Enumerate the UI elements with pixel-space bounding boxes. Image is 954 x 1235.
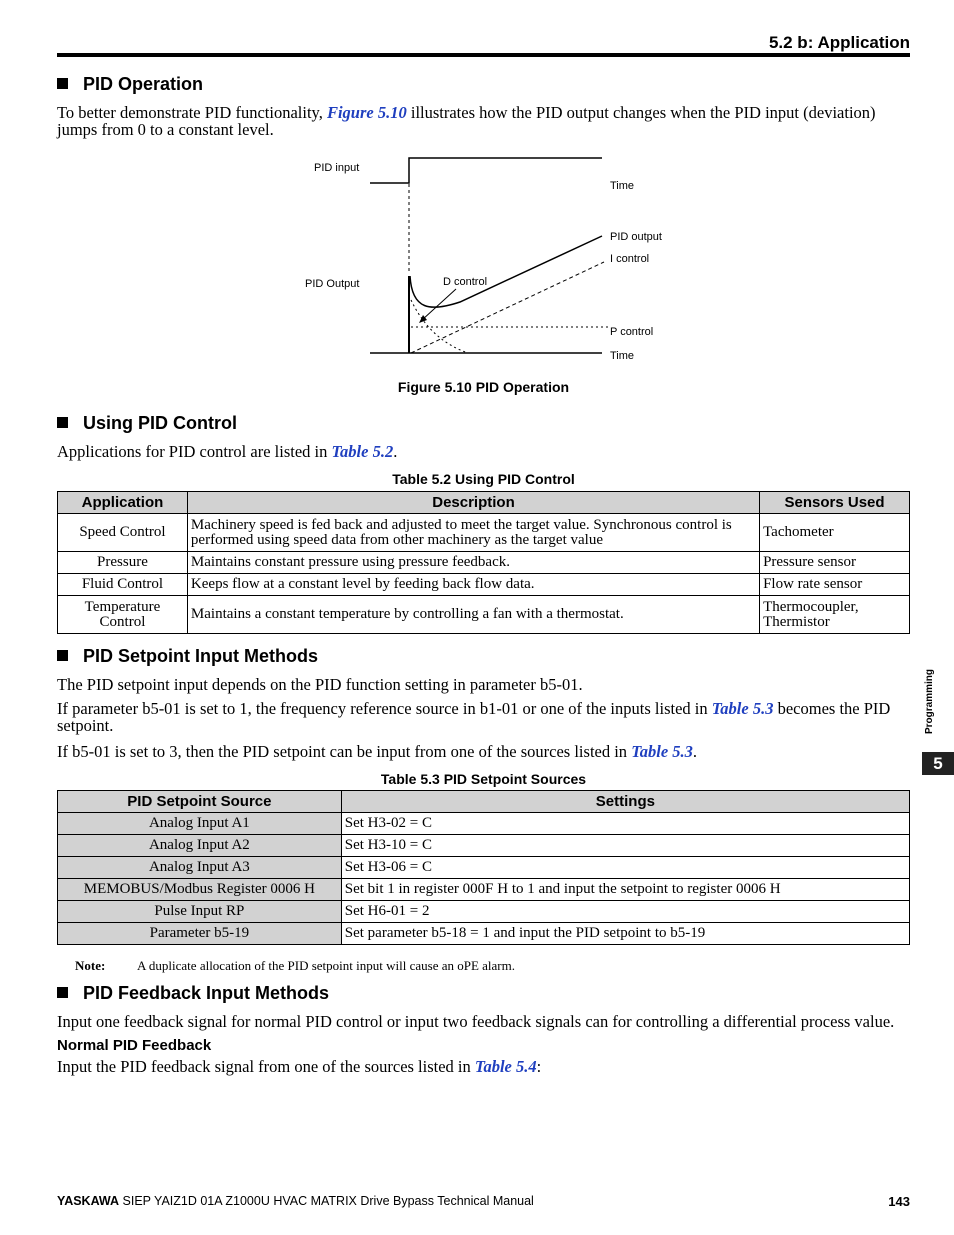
setpoint-note xyxy=(75,958,515,974)
intro-text: To better demonstrate PID functionality, xyxy=(57,103,327,122)
feedback-p1: Input one feedback signal for normal PID control or input two feedback signals can for controlling a differential process value. xyxy=(57,1012,895,1031)
description-cell: Maintains a constant temperature by controlling a fan with a thermostat. xyxy=(187,596,759,634)
source-cell: Pulse Input RP xyxy=(58,901,342,923)
table-5-3-link[interactable]: Table 5.3 xyxy=(711,699,774,718)
feedback-p2 xyxy=(57,1058,910,1075)
setpoint-sources-table xyxy=(57,790,910,945)
figure-link[interactable]: Figure 5.10 xyxy=(326,103,407,122)
table-header-row xyxy=(58,791,910,813)
page-number: 143 xyxy=(888,1194,910,1209)
pid-input-step-line xyxy=(370,158,602,183)
bullet-square-icon xyxy=(57,417,68,428)
table-5-2-caption: Table 5.2 Using PID Control xyxy=(392,471,575,487)
d-control-curve xyxy=(411,300,468,353)
column-header: Sensors Used xyxy=(760,492,910,514)
figure-caption: Figure 5.10 PID Operation xyxy=(397,379,570,395)
section-header: 5.2 b: Application xyxy=(768,33,910,52)
application-cell: Fluid Control xyxy=(58,574,188,596)
intro-text-after: illustrates how the PID output changes when the PID input (deviation) jumps from 0 to a constant level. xyxy=(57,103,876,139)
application-cell: Temperature Control xyxy=(58,596,188,634)
sensors-cell: Tachometer xyxy=(760,514,910,552)
table-row xyxy=(58,596,910,634)
i-control-label: I control xyxy=(610,253,650,265)
setting-cell: Set H3-02 = C xyxy=(341,813,909,835)
application-cell: Pressure xyxy=(58,552,188,574)
setting-cell: Set parameter b5-18 = 1 and input the PID setpoint to b5-19 xyxy=(341,923,909,945)
pid-output-curve xyxy=(410,236,602,307)
setpoint-p2 xyxy=(57,700,910,734)
intro-text: Applications for PID control are listed in xyxy=(57,442,332,461)
table-row xyxy=(58,574,910,596)
header-rule xyxy=(57,53,910,57)
sensors-cell: Flow rate sensor xyxy=(760,574,910,596)
table-row xyxy=(58,901,910,923)
application-cell: Speed Control xyxy=(58,514,188,552)
pid-input-label: PID input xyxy=(314,162,360,174)
source-cell: Analog Input A1 xyxy=(58,813,342,835)
footer-manual: SIEP YAIZ1D 01A Z1000U HVAC MATRIX Drive Bypass Technical Manual xyxy=(119,1194,534,1208)
column-header: Description xyxy=(187,492,759,514)
description-cell: Maintains constant pressure using pressure feedback. xyxy=(187,552,759,574)
heading-text: PID Operation xyxy=(83,74,204,94)
column-header: Application xyxy=(58,492,188,514)
description-cell: Machinery speed is fed back and adjusted to meet the target value. Synchronous control is performed using speed data from other machinery as the target value xyxy=(187,514,759,552)
table-row xyxy=(58,923,910,945)
p2-text: If parameter b5-01 is set to 1, the frequency reference source in b1-01 or one of the inputs listed in xyxy=(57,699,712,718)
source-cell: MEMOBUS/Modbus Register 0006 H xyxy=(58,879,342,901)
pid-operation-figure xyxy=(290,150,690,370)
table-row xyxy=(58,514,910,552)
using-pid-heading xyxy=(57,413,237,434)
pid-operation-intro xyxy=(57,104,910,138)
bullet-square-icon xyxy=(57,987,68,998)
chapter-tab-number[interactable]: 5 xyxy=(922,752,954,775)
setting-cell: Set bit 1 in register 000F H to 1 and input the setpoint to register 0006 H xyxy=(341,879,909,901)
table-row xyxy=(58,879,910,901)
source-cell: Analog Input A2 xyxy=(58,835,342,857)
table-5-4-link[interactable]: Table 5.4 xyxy=(474,1057,537,1076)
setting-cell: Set H6-01 = 2 xyxy=(341,901,909,923)
pid-output-curve-label: PID output xyxy=(610,231,662,243)
table-5-3-link[interactable]: Table 5.3 xyxy=(631,742,693,761)
source-cell: Analog Input A3 xyxy=(58,857,342,879)
footer-manual-title xyxy=(57,1194,534,1208)
p2-text-after: : xyxy=(536,1057,542,1076)
setpoint-heading xyxy=(57,646,318,667)
table-5-2-link[interactable]: Table 5.2 xyxy=(331,442,394,461)
column-header: PID Setpoint Source xyxy=(58,791,342,813)
column-header: Settings xyxy=(341,791,909,813)
setting-cell: Set H3-06 = C xyxy=(341,857,909,879)
feedback-heading xyxy=(57,983,329,1004)
table-header-row xyxy=(58,492,910,514)
note-text: A duplicate allocation of the PID setpoint input will cause an oPE alarm. xyxy=(137,958,515,973)
p3-text-after: . xyxy=(692,742,698,761)
heading-text: PID Feedback Input Methods xyxy=(83,983,330,1003)
d-control-label: D control xyxy=(443,276,488,288)
sensors-cell: Thermocoupler, Thermistor xyxy=(760,596,910,634)
setpoint-p1: The PID setpoint input depends on the PID function setting in parameter b5-01. xyxy=(57,675,583,694)
sensors-cell: Pressure sensor xyxy=(760,552,910,574)
table-row xyxy=(58,813,910,835)
heading-text: PID Setpoint Input Methods xyxy=(83,646,318,666)
pid-operation-heading xyxy=(57,74,203,95)
setpoint-p3 xyxy=(57,743,910,760)
footer-brand: YASKAWA xyxy=(57,1194,120,1208)
description-cell: Keeps flow at a constant level by feeding back flow data. xyxy=(187,574,759,596)
table-5-3-caption: Table 5.3 PID Setpoint Sources xyxy=(380,771,587,787)
setting-cell: Set H3-10 = C xyxy=(341,835,909,857)
p2-text: Input the PID feedback signal from one of the sources listed in xyxy=(57,1057,475,1076)
chapter-tab-label: Programming xyxy=(924,668,935,734)
table-row xyxy=(58,857,910,879)
p-control-label: P control xyxy=(610,326,654,338)
pid-output-axis-label: PID Output xyxy=(305,278,360,290)
p3-text: If b5-01 is set to 3, then the PID setpoint can be input from one of the sources listed in xyxy=(57,742,632,761)
time-bottom-label: Time xyxy=(610,350,635,362)
bullet-square-icon xyxy=(57,650,68,661)
table-row xyxy=(58,552,910,574)
time-top-label: Time xyxy=(610,180,635,192)
p2-text-after: becomes the PID setpoint. xyxy=(57,699,891,735)
using-pid-intro xyxy=(57,443,910,460)
using-pid-table xyxy=(57,491,910,634)
note-label: Note: xyxy=(75,958,106,973)
table-row xyxy=(58,835,910,857)
source-cell: Parameter b5-19 xyxy=(58,923,342,945)
bullet-square-icon xyxy=(57,78,68,89)
normal-feedback-subheading: Normal PID Feedback xyxy=(57,1037,212,1054)
heading-text: Using PID Control xyxy=(83,413,237,433)
intro-text-after: . xyxy=(393,442,398,461)
